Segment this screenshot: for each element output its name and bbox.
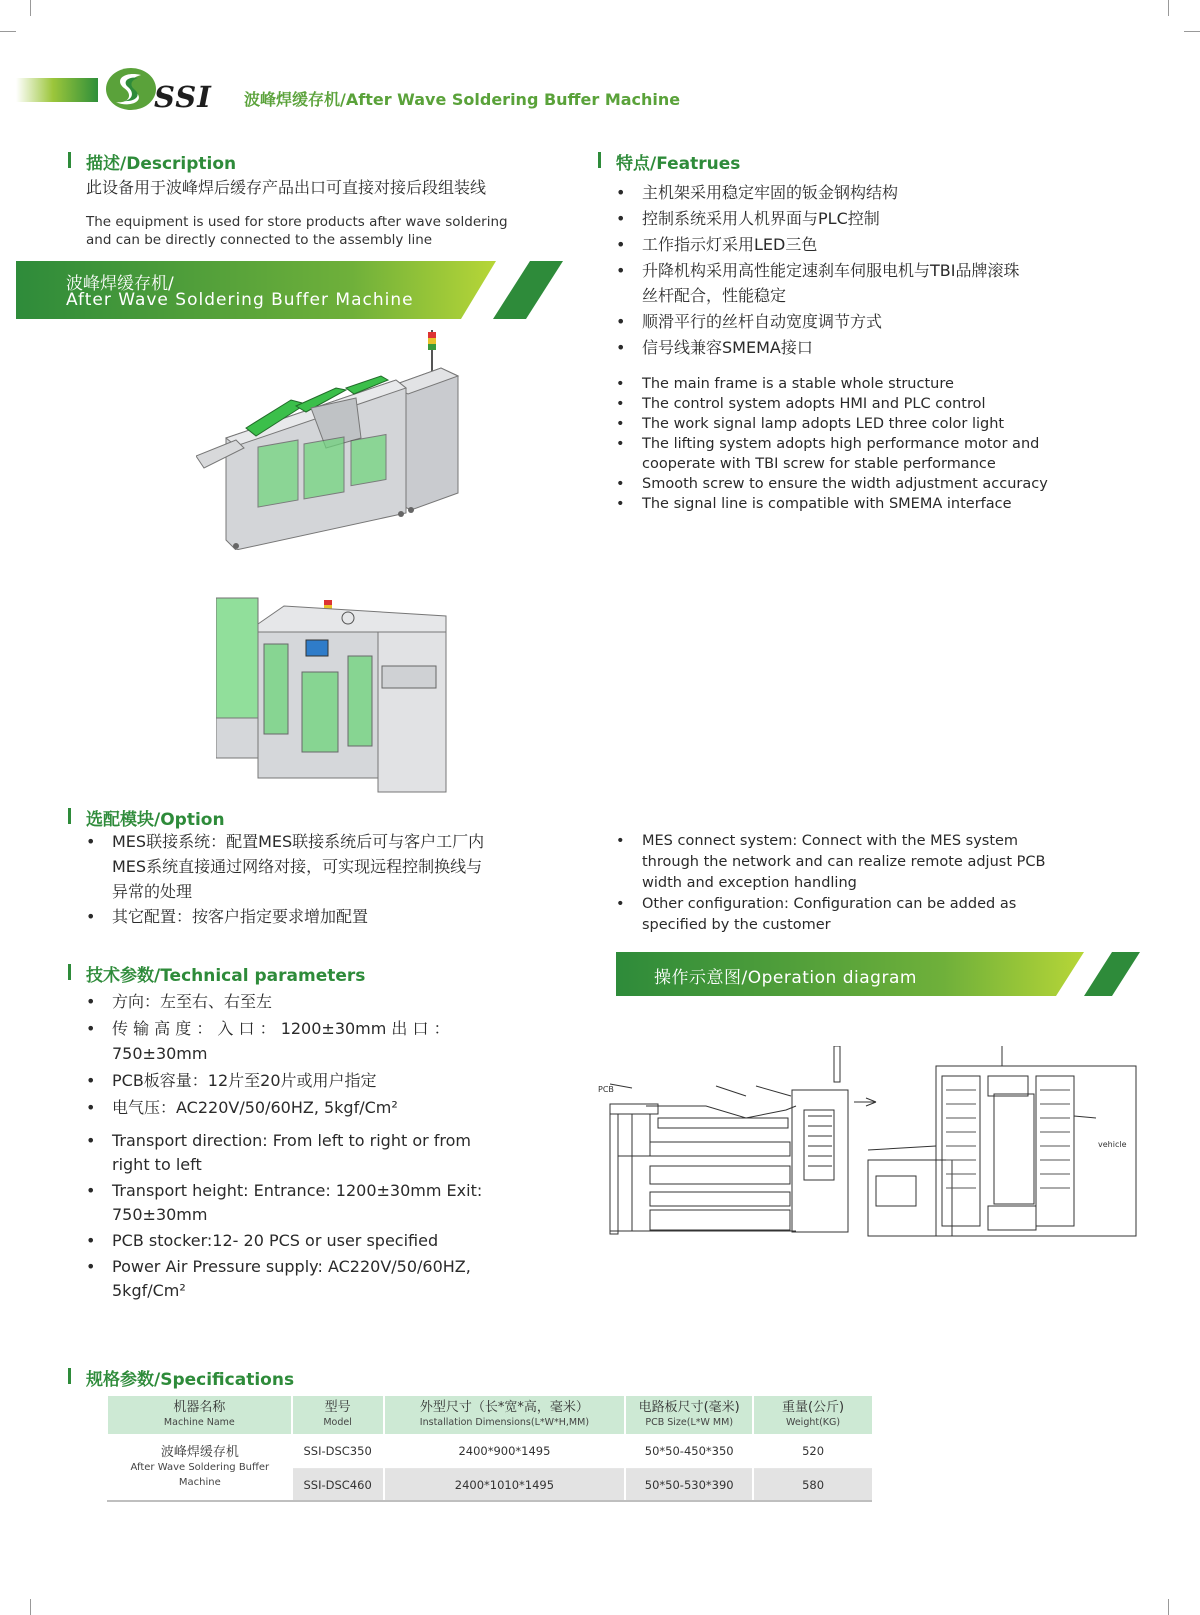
description-en-line-2: and can be directly connected to the assembly line <box>86 232 433 248</box>
dims-cell: 2400*900*1495 <box>384 1434 626 1468</box>
col-header: 型号 Model <box>292 1396 384 1434</box>
crop-mark <box>1184 31 1200 32</box>
list-item: • 电气压：AC220V/50/60HZ, 5kgf/Cm² <box>86 1098 398 1117</box>
list-item: • 方向：左至右、右至左 <box>86 992 273 1011</box>
section-heading-specifications: 规格参数/Specifications <box>86 1370 295 1390</box>
weight-cell: 520 <box>753 1434 872 1468</box>
list-item: • 控制系统采用人机界面与PLC控制 <box>616 209 880 228</box>
table-bottom-rule <box>107 1500 872 1502</box>
section-marker <box>68 152 71 168</box>
list-item: • Transport height: Entrance: 1200±30mm Exit: 750±30mm <box>86 1181 483 1224</box>
col-header: 外型尺寸（长*宽*高，毫米） Installation Dimensions(L*W*H,MM) <box>384 1396 626 1434</box>
section-heading-option: 选配模块/Option <box>86 810 225 830</box>
crop-mark <box>30 1599 31 1615</box>
list-item: • The work signal lamp adopts LED three color light <box>616 416 1005 432</box>
list-item: • 升降机构采用高性能定速刹车伺服电机与TBI品牌滚珠 丝杆配合，性能稳定 <box>616 261 1020 305</box>
list-item: • 传 输 高 度 ： 入 口 ： 1200±30mm 出 口 ： 750±30mm <box>86 1019 450 1063</box>
operation-banner <box>616 952 1144 996</box>
brand-name: SSI <box>154 80 212 114</box>
option-cn-list <box>86 829 566 929</box>
spec-table <box>107 1396 872 1503</box>
product-banner-en: After Wave Soldering Buffer Machine <box>66 290 414 310</box>
section-marker <box>598 152 601 168</box>
page-title: 波峰焊缓存机/After Wave Soldering Buffer Machine <box>244 90 681 109</box>
option-en-list <box>616 831 1176 936</box>
pcb-cell: 50*50-530*390 <box>625 1468 753 1502</box>
section-heading-description: 描述/Description <box>86 154 237 174</box>
col-header: 电路板尺寸(毫米) PCB Size(L*W MM) <box>625 1396 753 1434</box>
technical-cn-list <box>86 989 566 1120</box>
model-cell: SSI-DSC350 <box>292 1434 384 1468</box>
list-item: • The lifting system adopts high performance motor and cooperate with TBI screw for stable performance <box>616 436 1040 472</box>
technical-en-list <box>86 1129 566 1303</box>
ssi-logo-icon <box>104 66 158 112</box>
list-item: • 主机架采用稳定牢固的钣金钢构结构 <box>616 183 899 202</box>
machine-name-cell: 波峰焊缓存机 After Wave Soldering Buffer Machine <box>108 1434 292 1502</box>
list-item: • Other configuration: Configuration can be added as specified by the customer <box>616 896 1017 933</box>
crop-mark <box>0 31 16 32</box>
col-header: 重量(公斤) Weight(KG) <box>753 1396 872 1434</box>
section-marker <box>68 964 71 980</box>
pcb-label: PCB <box>598 1085 614 1094</box>
weight-cell: 580 <box>753 1468 872 1502</box>
list-item: • The main frame is a stable whole structure <box>616 376 954 392</box>
list-item: • The signal line is compatible with SMEMA interface <box>616 496 1012 512</box>
crop-mark <box>1168 1599 1169 1615</box>
table-header-row <box>108 1396 872 1434</box>
list-item: • PCB stocker:12- 20 PCS or user specified <box>86 1231 439 1250</box>
operation-diagram <box>596 1046 1146 1242</box>
list-item: • 工作指示灯采用LED三色 <box>616 235 818 254</box>
vehicle-label: vehicle <box>1098 1140 1127 1149</box>
list-item: • 其它配置：按客户指定要求增加配置 <box>86 907 369 926</box>
section-marker <box>68 1368 71 1384</box>
operation-banner-title: 操作示意图/Operation diagram <box>654 968 917 988</box>
crop-mark <box>30 0 31 16</box>
list-item: • MES联接系统：配置MES联接系统后可与客户工厂内 MES系统直接通过网络对接，可实现远程控制换线与 异常的处理 <box>86 832 485 901</box>
description-cn: 此设备用于波峰焊后缓存产品出口可直接对接后段组装线 <box>86 178 487 197</box>
machine-illustration-iso <box>196 328 466 550</box>
list-item: • MES connect system: Connect with the MES system through the network and can realize remote adjust PCB width and exception handling <box>616 833 1046 891</box>
list-item: • The control system adopts HMI and PLC control <box>616 396 986 412</box>
list-item: • Transport direction: From left to right or from right to left <box>86 1131 471 1174</box>
col-header: 机器名称 Machine Name <box>108 1396 292 1434</box>
list-item: • Smooth screw to ensure the width adjustment accuracy <box>616 476 1048 492</box>
dims-cell: 2400*1010*1495 <box>384 1468 626 1502</box>
section-heading-features: 特点/Featrues <box>616 154 741 174</box>
section-marker <box>68 808 71 824</box>
table-row <box>108 1434 872 1468</box>
features-en-list <box>616 374 1176 514</box>
list-item: • Power Air Pressure supply: AC220V/50/60HZ, 5kgf/Cm² <box>86 1257 471 1300</box>
product-banner <box>16 261 566 319</box>
list-item: • 信号线兼容SMEMA接口 <box>616 338 813 357</box>
product-banner-cn: 波峰焊缓存机/ <box>66 274 174 294</box>
features-cn-list <box>616 180 1176 360</box>
header-gradient-bar <box>16 78 98 102</box>
list-item: • 顺滑平行的丝杆自动宽度调节方式 <box>616 312 883 331</box>
machine-illustration-front <box>216 596 454 794</box>
list-item: • PCB板容量：12片至20片或用户指定 <box>86 1071 377 1090</box>
pcb-cell: 50*50-450*350 <box>625 1434 753 1468</box>
crop-mark <box>1168 0 1169 16</box>
section-heading-technical: 技术参数/Technical parameters <box>86 966 366 986</box>
description-en-line-1: The equipment is used for store products after wave soldering <box>86 214 508 230</box>
model-cell: SSI-DSC460 <box>292 1468 384 1502</box>
